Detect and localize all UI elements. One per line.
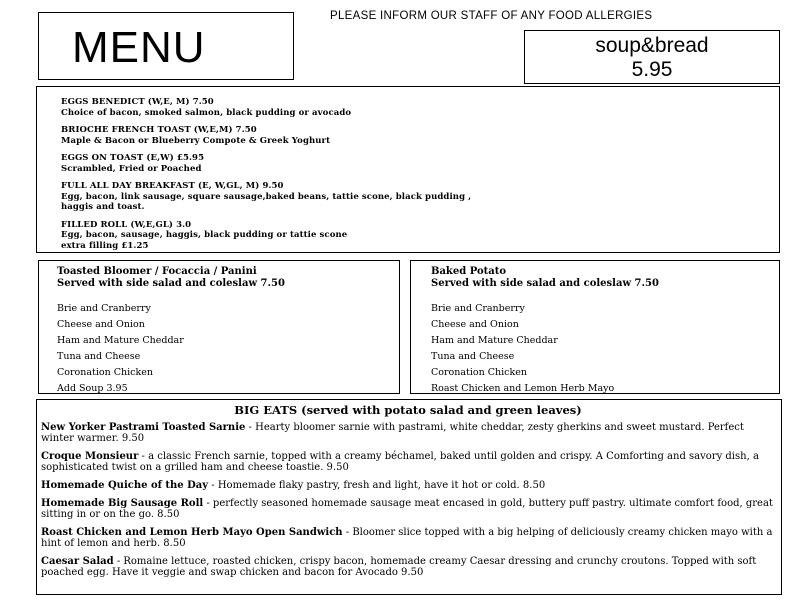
soup-price: 5.95 bbox=[631, 58, 673, 81]
allergy-notice: PLEASE INFORM OUR STAFF OF ANY FOOD ALLERGIES bbox=[330, 10, 653, 22]
potato-option: Cheese and Onion bbox=[431, 319, 519, 330]
breakfast-section bbox=[36, 86, 780, 253]
breakfast-item-title: FULL ALL DAY BREAKFAST (E, W,GL, M) 9.50 bbox=[61, 181, 284, 191]
breakfast-item-desc: Scrambled, Fried or Poached bbox=[61, 163, 202, 174]
bloomer-option: Cheese and Onion bbox=[57, 319, 145, 330]
big-eats-item-name: Caesar Salad bbox=[41, 556, 114, 567]
breakfast-item-desc: Egg, bacon, sausage, haggis, black pudding or tattie scone bbox=[61, 230, 348, 240]
big-eats-item-desc: - Bloomer slice topped with a big helping of deliciously creamy chicken mayo with a hint of lemon and herb. 8.50 bbox=[41, 527, 773, 549]
breakfast-item-title: FILLED ROLL (W,E,GL) 3.0 bbox=[61, 219, 192, 230]
big-eats-item-name: New Yorker Pastrami Toasted Sarnie bbox=[41, 422, 246, 433]
soup-and-bread-box bbox=[524, 30, 780, 84]
breakfast-item bbox=[61, 220, 779, 252]
menu-title: MENU bbox=[72, 23, 206, 72]
big-eats-item bbox=[41, 498, 775, 520]
bloomer-option: Brie and Cranberry bbox=[57, 303, 151, 314]
breakfast-item-title: BRIOCHE FRENCH TOAST (W,E,M) 7.50 bbox=[61, 125, 257, 135]
bloomer-subtitle: Served with side salad and coleslaw 7.50 bbox=[57, 278, 285, 289]
breakfast-item bbox=[61, 181, 779, 213]
potato-title: Baked Potato bbox=[431, 266, 507, 277]
soup-label: soup&bread bbox=[595, 34, 709, 57]
bloomer-title: Toasted Bloomer / Focaccia / Panini bbox=[57, 266, 257, 277]
breakfast-item bbox=[61, 153, 779, 174]
big-eats-item bbox=[41, 422, 775, 444]
big-eats-item-desc: - Homemade flaky pastry, fresh and light, have it hot or cold. 8.50 bbox=[208, 480, 546, 491]
breakfast-item-title: EGGS BENEDICT (W,E, M) 7.50 bbox=[61, 97, 214, 107]
big-eats-item bbox=[41, 451, 775, 473]
big-eats-section bbox=[36, 399, 782, 595]
bloomer-option: Coronation Chicken bbox=[57, 367, 153, 378]
breakfast-item bbox=[61, 125, 779, 146]
big-eats-item-desc: - perfectly seasoned homemade sausage meat encased in gold, buttery puff pastry. ultimate comfort food, great sitting in or on the go. 8.50 bbox=[41, 498, 773, 520]
breakfast-item-title: EGGS ON TOAST (E,W) £5.95 bbox=[61, 153, 205, 163]
breakfast-item-desc: extra filling £1.25 bbox=[61, 240, 149, 251]
big-eats-item-name: Roast Chicken and Lemon Herb Mayo Open Sandwich bbox=[41, 527, 343, 538]
baked-potato-section bbox=[410, 260, 780, 394]
big-eats-item bbox=[41, 527, 775, 549]
breakfast-item-desc: Maple & Bacon or Blueberry Compote & Greek Yoghurt bbox=[61, 135, 331, 146]
potato-subtitle: Served with side salad and coleslaw 7.50 bbox=[431, 278, 659, 289]
bloomer-option: Add Soup 3.95 bbox=[57, 383, 128, 394]
breakfast-item-desc: Egg, bacon, link sausage, square sausage,baked beans, tattie scone, black pudding , bbox=[61, 191, 472, 202]
big-eats-item-desc: - a classic French sarnie, topped with a creamy béchamel, baked until golden and crispy. A Comforting and savory dish, a sophisticated twist on a grilled ham and cheese toastie. 9.50 bbox=[41, 451, 759, 473]
potato-option: Ham and Mature Cheddar bbox=[431, 335, 558, 346]
big-eats-item-name: Homemade Big Sausage Roll bbox=[41, 498, 204, 509]
potato-option: Brie and Cranberry bbox=[431, 303, 525, 314]
potato-option: Roast Chicken and Lemon Herb Mayo bbox=[431, 383, 615, 394]
potato-option: Coronation Chicken bbox=[431, 367, 527, 378]
big-eats-item-desc: - Hearty bloomer sarnie with pastrami, white cheddar, zesty gherkins and sweet mustard. Perfect winter warmer. 9.50 bbox=[41, 422, 744, 444]
bloomer-section bbox=[38, 260, 400, 394]
bloomer-option: Tuna and Cheese bbox=[57, 351, 141, 362]
breakfast-item-desc: Choice of bacon, smoked salmon, black pudding or avocado bbox=[61, 107, 352, 118]
bloomer-option: Ham and Mature Cheddar bbox=[57, 335, 184, 346]
breakfast-item bbox=[61, 97, 779, 118]
big-eats-item bbox=[41, 480, 775, 491]
breakfast-item-desc: haggis and toast. bbox=[61, 202, 145, 212]
potato-option: Tuna and Cheese bbox=[431, 351, 515, 362]
big-eats-item bbox=[41, 556, 775, 578]
menu-title-box bbox=[38, 12, 294, 80]
big-eats-item-name: Croque Monsieur bbox=[41, 451, 139, 462]
big-eats-item-name: Homemade Quiche of the Day bbox=[41, 480, 209, 491]
big-eats-item-desc: - Romaine lettuce, roasted chicken, crispy bacon, homemade creamy Caesar dressing and crunchy croutons. Topped with soft poached egg. Have it veggie and swap chicken and bacon for Avocado 9.50 bbox=[41, 556, 757, 578]
big-eats-title: BIG EATS (served with potato salad and green leaves) bbox=[234, 403, 582, 417]
